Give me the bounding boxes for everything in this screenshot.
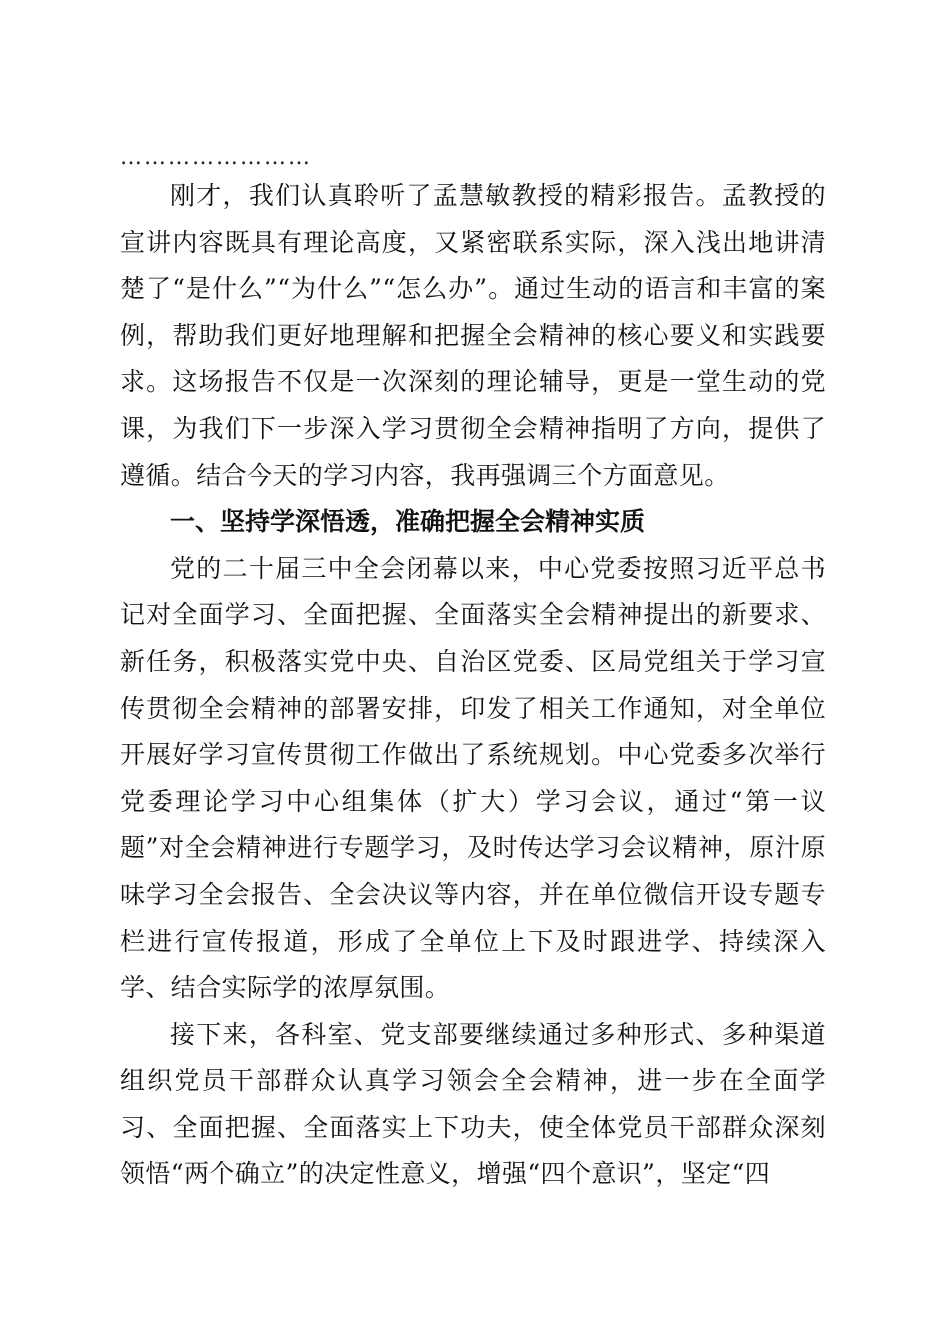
document-body <box>120 143 826 1198</box>
section-paragraph-2: 接下来，各科室、党支部要继续通过多种形式、多种渠道组织党员干部群众认真学习领会全会精神，进一步在全面学习、全面把握、全面落实上下功夫，使全体党员干部群众深刻领悟“两个确立”的决定性意义，增强“四个意识”，坚定“四 <box>120 1019 826 1189</box>
section-paragraph-1: 党的二十届三中全会闭幕以来，中心党委按照习近平总书记对全面学习、全面把握、全面落实全会精神提出的新要求、新任务，积极落实党中央、自治区党委、区局党组关于学习宣传贯彻全会精神的部署安排，印发了相关工作通知，对全单位开展好学习宣传贯彻工作做出了系统规划。中心党委多次举行党委理论学习中心组集体（扩大）学习会议，通过“第一议题”对全会精神进行专题学习，及时传达学习会议精神，原汁原味学习全会报告、全会决议等内容，并在单位微信开设专题专栏进行宣传报道，形成了全单位上下及时跟进学、持续深入学、结合实际学的浓厚氛围。 <box>120 553 826 1003</box>
leader-dots: …………………… <box>120 145 312 170</box>
intro-paragraph: 刚才，我们认真聆听了孟慧敏教授的精彩报告。孟教授的宣讲内容既具有理论高度，又紧密联系实际，深入浅出地讲清楚了“是什么”“为什么”“怎么办”。通过生动的语言和丰富的案例，帮助我们更好地理解和把握全会精神的核心要义和实践要求。这场报告不仅是一次深刻的理论辅导，更是一堂生动的党课，为我们下一步深入学习贯彻全会精神指明了方向，提供了遵循。结合今天的学习内容，我再强调三个方面意见。 <box>120 181 826 490</box>
section-heading: 一、坚持学深悟透，准确把握全会精神实质 <box>170 507 646 537</box>
